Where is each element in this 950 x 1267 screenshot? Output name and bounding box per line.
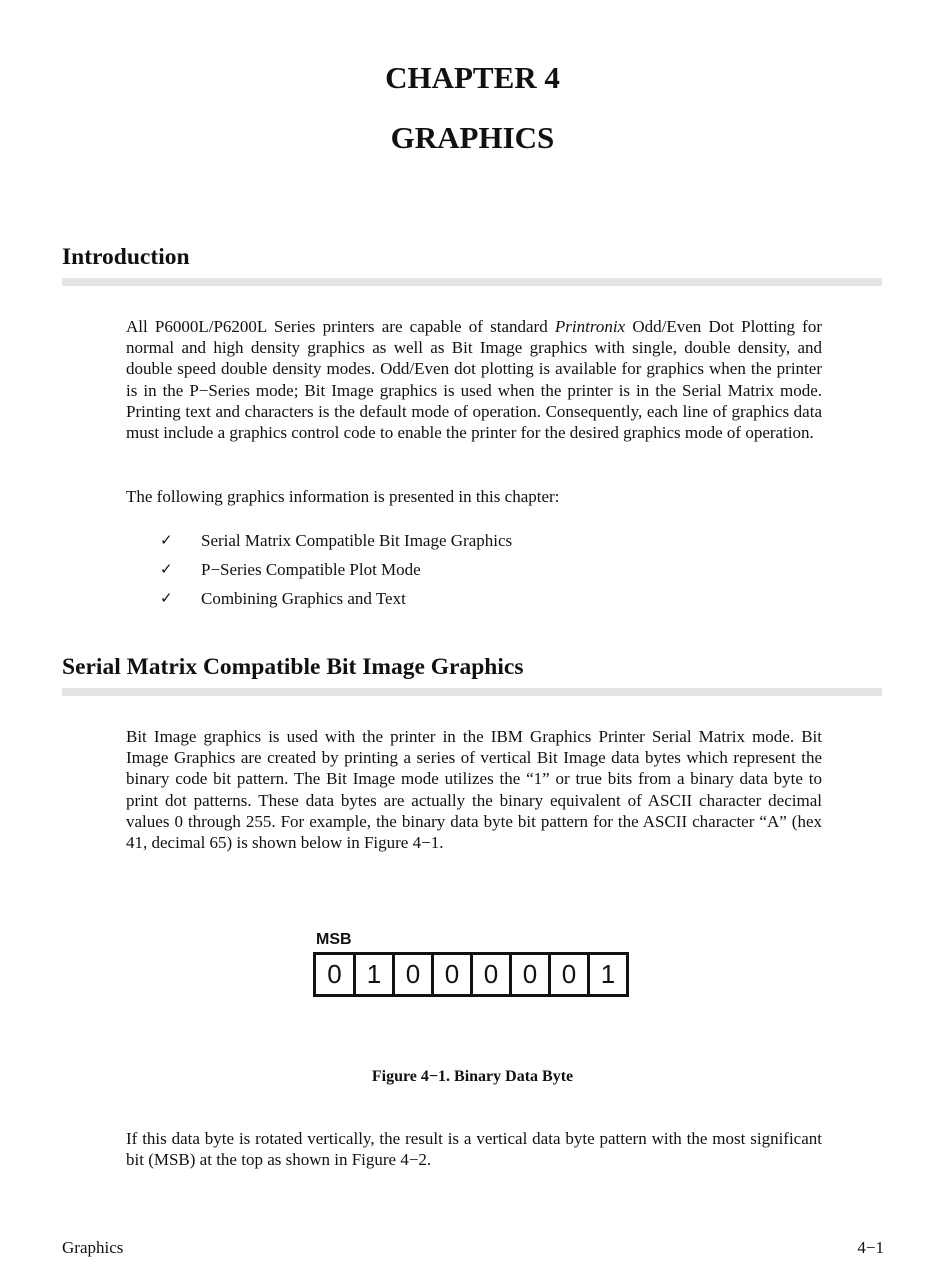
list-item: [160, 530, 512, 559]
rotation-paragraph: If this data byte is rotated vertically, the result is a vertical data byte pattern with the most significant bit (MSB) at the top as shown in Figure 4−2.: [126, 1129, 822, 1170]
list-item: [160, 559, 512, 588]
chapter-contents-intro: The following graphics information is presented in this chapter:: [126, 487, 560, 506]
msb-label: MSB: [316, 931, 352, 948]
binary-byte-figure: [313, 932, 633, 1002]
intro-text-start: All P6000L/P6200L Series printers are capable of standard: [126, 317, 555, 336]
chapter-contents-list: [160, 530, 512, 617]
bit-cell: 0: [392, 955, 431, 994]
checkmark-icon: ✓: [160, 533, 173, 549]
page-number: 4−1: [857, 1238, 884, 1257]
byte-box: [313, 952, 629, 997]
bit-cell: 1: [587, 955, 626, 994]
list-item: [160, 588, 512, 617]
introduction-rule: [62, 278, 882, 286]
serial-matrix-rule: [62, 688, 882, 696]
list-item-label: P−Series Compatible Plot Mode: [201, 560, 421, 579]
bit-cell: 0: [509, 955, 548, 994]
chapter-title: GRAPHICS: [390, 120, 555, 155]
bit-cell: 0: [548, 955, 587, 994]
list-item-label: Combining Graphics and Text: [201, 589, 406, 608]
bit-cell: 0: [470, 955, 509, 994]
intro-text-end: Odd/Even Dot Plotting for normal and high density graphics as well as Bit Image graphics with single, double density, and double speed double density modes. Odd/Even dot plotting is available for graphics when the printer is in the P−Series mode; Bit Image graphics is used when the printer is in the Serial Matrix mode. Printing text and characters is the default mode of operation. Consequently, each line of graphics data must include a graphics control code to enable the printer for the desired graphics mode of operation.: [126, 317, 822, 443]
serial-matrix-paragraph: Bit Image graphics is used with the printer in the IBM Graphics Printer Serial Matrix mode. Bit Image Graphics are created by printing a series of vertical Bit Image data bytes which represent the binary code bit pattern. The Bit Image mode utilizes the “1” or true bits from a binary data byte to print dot patterns. These data bytes are actually the binary equivalent of ASCII character decimal values 0 through 255. For example, the binary data byte bit pattern for the ASCII character “A” (hex 41, decimal 65) is shown below in Figure 4−1.: [126, 727, 822, 853]
bit-cell: 0: [327, 959, 342, 989]
brand-name: Printronix: [554, 317, 626, 336]
bit-cell: 1: [353, 955, 392, 994]
checkmark-icon: ✓: [160, 562, 173, 578]
serial-matrix-heading: Serial Matrix Compatible Bit Image Graphics: [62, 654, 524, 680]
introduction-paragraph: [126, 316, 822, 443]
footer-section-name: Graphics: [62, 1238, 124, 1257]
chapter-label: CHAPTER 4: [385, 60, 560, 95]
checkmark-icon: ✓: [160, 591, 173, 607]
introduction-heading: Introduction: [62, 244, 190, 270]
figure-caption: Figure 4−1. Binary Data Byte: [371, 1068, 574, 1085]
bit-cell: 0: [431, 955, 470, 994]
list-item-label: Serial Matrix Compatible Bit Image Graphics: [201, 531, 513, 550]
